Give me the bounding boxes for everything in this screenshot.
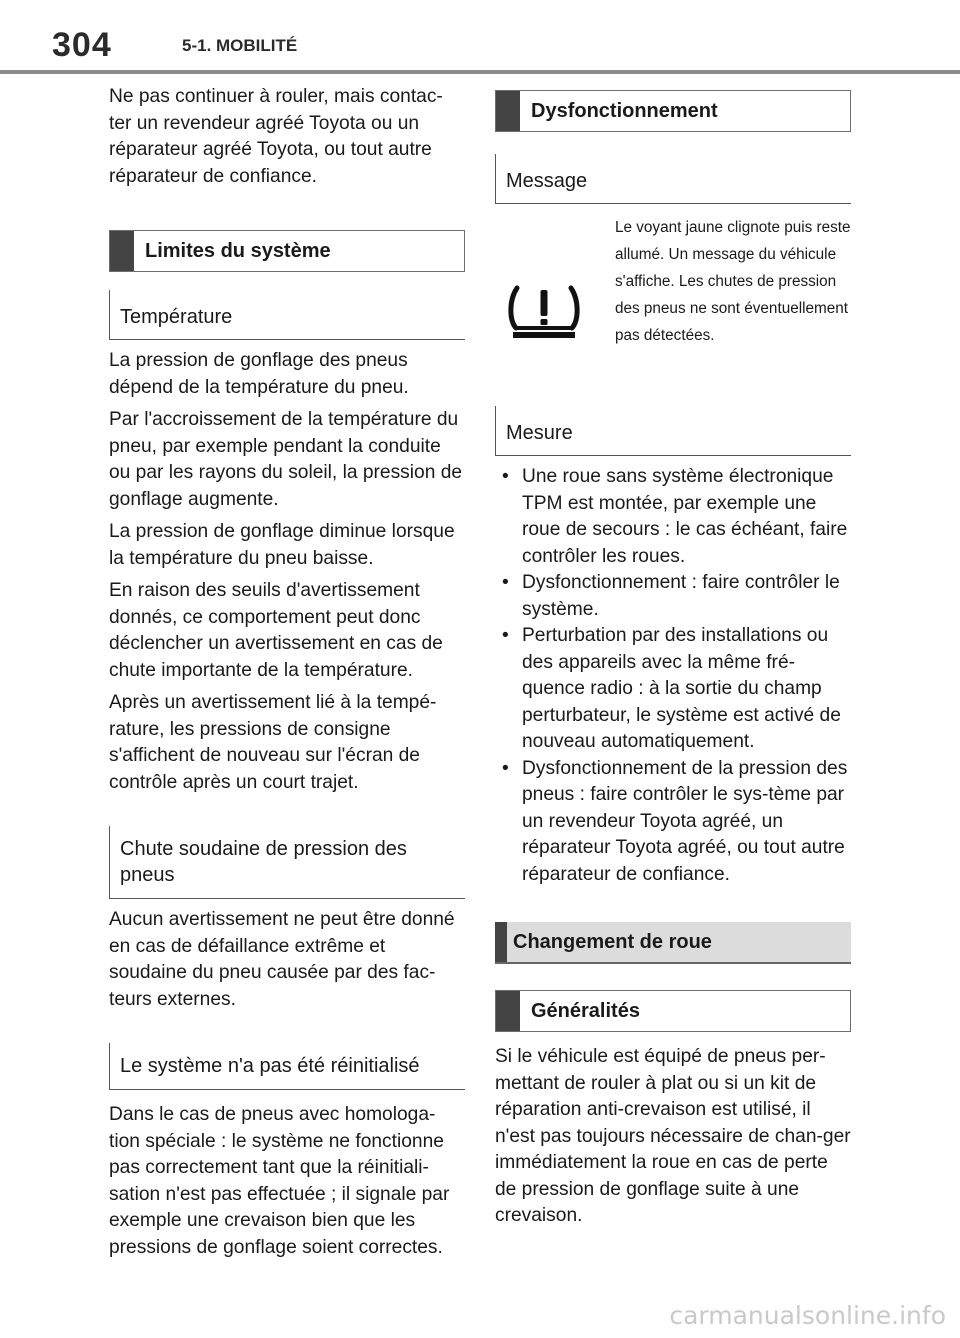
temperature-paragraph: La pression de gonflage des pneus dépend de la température du pneu. <box>109 350 409 398</box>
limits-heading-text: Limites du système <box>145 239 331 262</box>
page-header <box>0 0 960 78</box>
heading-bar <box>496 991 520 1031</box>
header-rule <box>0 70 960 74</box>
heading-bar <box>495 922 507 962</box>
list-item: • Une roue sans système électronique TPM est montée, par exemple une roue de secours : le cas échéant, faire contrôler les roues. <box>495 464 851 570</box>
left-column <box>109 84 465 1261</box>
limits-heading <box>109 230 465 272</box>
page-number: 304 <box>52 26 112 64</box>
sudden-drop-heading: Chute soudaine de pression des pneus <box>109 826 465 899</box>
warning-description: Le voyant jaune clignote puis reste allumé. Un message du véhicule s'affiche. Les chutes de pression des pneus ne sont éventuellement pas détectées. <box>615 219 851 344</box>
temperature-section <box>109 348 465 796</box>
sudden-drop-paragraph: Aucun avertissement ne peut être donné en cas de défaillance extrême et soudaine du pneu causée par des fac-teurs externes. <box>109 909 455 1010</box>
heading-bar <box>496 91 520 131</box>
watermark: carmanualsonline.info <box>669 1301 946 1330</box>
message-heading: Message <box>495 154 851 204</box>
list-item: • Dysfonctionnement : faire contrôler le système. <box>495 570 851 623</box>
not-reset-paragraph: Dans le cas de pneus avec homologa-tion spéciale : le système ne fonctionne pas correctement tant que la réinitiali-sation n'est pas effectuée ; il signale par exemple une crevaison bien que les pressions de gonflage soient correctes. <box>109 1104 450 1258</box>
heading-bar <box>110 231 134 271</box>
temperature-paragraph: En raison des seuils d'avertissement donnés, ce comportement peut donc déclencher un avertissement en cas de chute importante de la température. <box>109 580 443 681</box>
wheel-change-heading-text: Changement de roue <box>513 930 712 953</box>
warning-row <box>495 204 851 394</box>
measures-list <box>495 464 851 888</box>
section-label: 5-1. MOBILITÉ <box>182 36 298 55</box>
temperature-heading: Température <box>109 290 465 340</box>
list-item: • Perturbation par des installations ou des appareils avec la même fré-quence radio : à la sortie du champ perturbateur, le système est activé de nouveau automatiquement. <box>495 623 851 756</box>
temperature-paragraph: Par l'accroissement de la température du pneu, par exemple pendant la conduite ou par les rayons du soleil, la pression de gonflage augmente. <box>109 409 463 510</box>
list-item: • Dysfonctionnement de la pression des pneus : faire contrôler le sys-tème par un revendeur Toyota agréé, un réparateur Toyota agréé, ou tout autre réparateur de confiance. <box>495 756 851 889</box>
malfunction-heading-text: Dysfonctionnement <box>531 99 718 122</box>
wheel-change-heading <box>495 922 851 964</box>
general-paragraph: Si le véhicule est équipé de pneus per-mettant de rouler à plat ou si un kit de réparation anti-crevaison est utilisé, il n'est pas toujours nécessaire de chan-ger immédiatement la roue en cas de perte de pression de gonflage suite à une crevaison. <box>495 1046 851 1226</box>
malfunction-heading <box>495 90 851 132</box>
right-column <box>495 90 851 1230</box>
tpms-warning-icon <box>507 282 581 342</box>
general-heading <box>495 990 851 1032</box>
temperature-paragraph: La pression de gonflage diminue lorsque la température du pneu baisse. <box>109 521 455 569</box>
measure-heading: Mesure <box>495 406 851 456</box>
general-heading-text: Généralités <box>531 999 640 1022</box>
not-reset-heading: Le système n'a pas été réinitialisé <box>109 1043 465 1090</box>
intro-paragraph: Ne pas continuer à rouler, mais contac-ter un revendeur agréé Toyota ou un réparateur agréé Toyota, ou tout autre réparateur de confiance. <box>109 86 443 187</box>
temperature-paragraph: Après un avertissement lié à la tempé-rature, les pressions de consigne s'affichent de nouveau sur l'écran de contrôle après un court trajet. <box>109 692 437 793</box>
